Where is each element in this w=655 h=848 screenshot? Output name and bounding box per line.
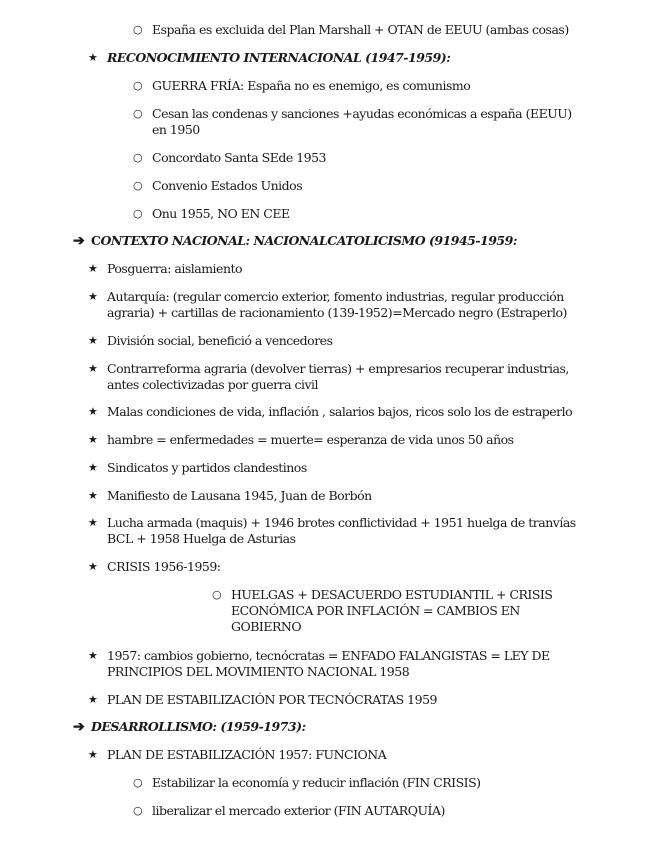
list-item-text: Convenio Estados Unidos bbox=[152, 178, 303, 193]
list-item-text: PLAN DE ESTABILIZACIÓN POR TECNÓCRATAS 1959 bbox=[107, 692, 437, 707]
list-item-text: 1957: cambios gobierno, tecnócratas = ENFADO FALANGISTAS = LEY DE PRINCIPIOS DEL MOVIMIENTO NACIONAL 1958 bbox=[107, 648, 550, 679]
list-item-text: Posguerra: aislamiento bbox=[107, 261, 243, 276]
section-heading-text: DESARROLLISMO: (1959-1973): bbox=[91, 719, 306, 734]
list-item-text: CRISIS 1956-1959: bbox=[107, 559, 221, 574]
star-bullet-icon: ★ bbox=[88, 748, 98, 761]
list-item bbox=[107, 460, 587, 476]
circle-bullet-icon: ○ bbox=[133, 179, 143, 192]
list-item bbox=[107, 559, 587, 575]
list-item bbox=[152, 775, 612, 791]
list-item bbox=[152, 78, 602, 94]
star-bullet-icon: ★ bbox=[88, 362, 98, 375]
circle-bullet-icon: ○ bbox=[133, 79, 143, 92]
list-item bbox=[107, 404, 617, 420]
heading-prefix: C bbox=[91, 233, 101, 248]
circle-bullet-icon: ○ bbox=[212, 588, 222, 601]
list-item bbox=[107, 261, 587, 277]
star-bullet-icon: ★ bbox=[88, 405, 98, 418]
list-item-text: Malas condiciones de vida, inflación , salarios bajos, ricos solo los de estraperlo bbox=[107, 404, 573, 419]
list-item-text: Cesan las condenas y sanciones +ayudas económicas a españa (EEUU) en 1950 bbox=[152, 106, 572, 137]
circle-bullet-icon: ○ bbox=[133, 151, 143, 164]
list-item bbox=[152, 150, 602, 166]
list-item bbox=[107, 747, 587, 763]
list-item-text: Contrarreforma agraria (devolver tierras) + empresarios recuperar industrias, antes colectivizadas por guerra civil bbox=[107, 361, 569, 392]
star-bullet-icon: ★ bbox=[88, 560, 98, 573]
star-bullet-icon: ★ bbox=[88, 262, 98, 275]
arrow-bullet-icon: ➔ bbox=[73, 719, 85, 735]
star-bullet-icon: ★ bbox=[88, 489, 98, 502]
section-heading bbox=[91, 719, 631, 735]
list-item bbox=[107, 432, 607, 448]
list-item-text: GUERRA FRÍA: España no es enemigo, es comunismo bbox=[152, 78, 471, 93]
circle-bullet-icon: ○ bbox=[133, 804, 143, 817]
list-item-text: España es excluida del Plan Marshall + OTAN de EEUU (ambas cosas) bbox=[152, 22, 569, 37]
list-item bbox=[152, 206, 602, 222]
list-item-text: Manifiesto de Lausana 1945, Juan de Borbón bbox=[107, 488, 372, 503]
star-bullet-icon: ★ bbox=[88, 693, 98, 706]
star-bullet-icon: ★ bbox=[88, 433, 98, 446]
star-bullet-icon: ★ bbox=[88, 334, 98, 347]
list-item bbox=[152, 803, 612, 819]
list-item-text: HUELGAS + DESACUERDO ESTUDIANTIL + CRISIS ECONÓMICA POR INFLACIÓN = CAMBIOS EN GOBIERNO bbox=[231, 587, 553, 634]
list-item bbox=[231, 587, 561, 635]
circle-bullet-icon: ○ bbox=[133, 776, 143, 789]
star-bullet-icon: ★ bbox=[88, 649, 98, 662]
list-item-text: PLAN DE ESTABILIZACIÓN 1957: FUNCIONA bbox=[107, 747, 387, 762]
section-heading bbox=[107, 50, 607, 66]
arrow-bullet-icon: ➔ bbox=[73, 233, 85, 249]
list-item-text: Lucha armada (maquis) + 1946 brotes conflictividad + 1951 huelga de tranvías BCL + 1958 Huelga de Asturias bbox=[107, 515, 576, 546]
section-heading-text: RECONOCIMIENTO INTERNACIONAL (1947-1959): bbox=[107, 50, 451, 65]
list-item bbox=[107, 488, 587, 504]
star-bullet-icon: ★ bbox=[88, 51, 98, 64]
list-item-text: Onu 1955, NO EN CEE bbox=[152, 206, 290, 221]
section-heading-text: ONTEXTO NACIONAL: NACIONALCATOLICISMO (91945-1959: bbox=[100, 233, 517, 248]
list-item bbox=[152, 178, 602, 194]
circle-bullet-icon: ○ bbox=[133, 23, 143, 36]
list-item bbox=[107, 289, 577, 321]
list-item-text: Estabilizar la economía y reducir inflación (FIN CRISIS) bbox=[152, 775, 481, 790]
list-item bbox=[152, 106, 582, 138]
circle-bullet-icon: ○ bbox=[133, 207, 143, 220]
section-heading bbox=[91, 233, 631, 249]
list-item-text: liberalizar el mercado exterior (FIN AUTARQUÍA) bbox=[152, 803, 445, 818]
star-bullet-icon: ★ bbox=[88, 516, 98, 529]
star-bullet-icon: ★ bbox=[88, 461, 98, 474]
circle-bullet-icon: ○ bbox=[133, 107, 143, 120]
list-item bbox=[107, 333, 587, 349]
star-bullet-icon: ★ bbox=[88, 290, 98, 303]
list-item-text: hambre = enfermedades = muerte= esperanza de vida unos 50 años bbox=[107, 432, 514, 447]
list-item-text: Concordato Santa SEde 1953 bbox=[152, 150, 327, 165]
list-item-text: Sindicatos y partidos clandestinos bbox=[107, 460, 307, 475]
list-item bbox=[107, 361, 577, 393]
list-item bbox=[107, 692, 587, 708]
list-item bbox=[107, 648, 567, 680]
list-item-text: Autarquía: (regular comercio exterior, fomento industrias, regular producción agraria) + cartillas de racionamiento (139-1952)=Mercado negro (Estraperlo) bbox=[107, 289, 567, 320]
list-item-text: División social, benefició a vencedores bbox=[107, 333, 333, 348]
list-item bbox=[152, 22, 622, 38]
list-item bbox=[107, 515, 592, 547]
